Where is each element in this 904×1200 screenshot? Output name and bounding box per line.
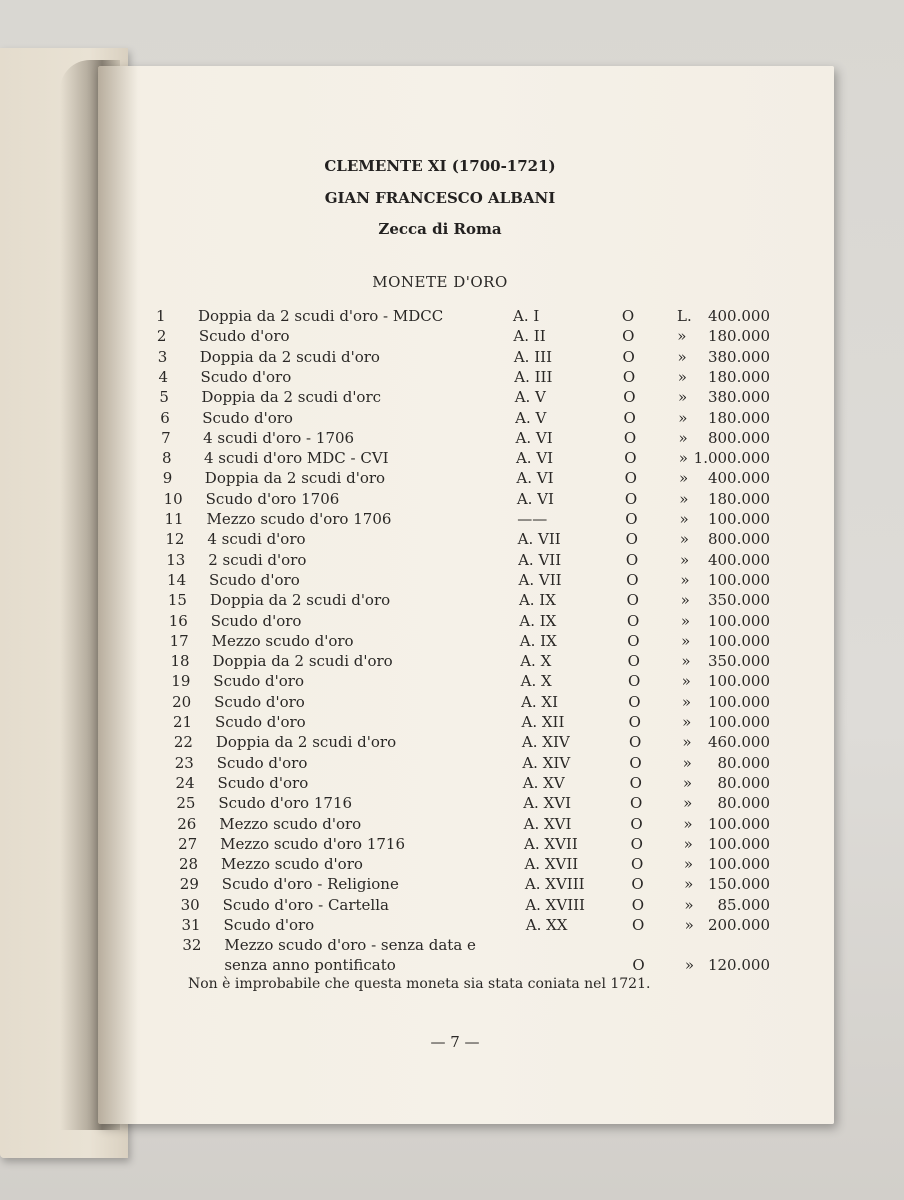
- row-price: 200.000: [707, 916, 770, 934]
- row-year: A. III: [514, 367, 553, 386]
- row-price: 400.000: [707, 469, 770, 488]
- row-currency: »: [680, 591, 690, 610]
- row-grade: O: [626, 591, 639, 610]
- row-grade: O: [631, 895, 645, 914]
- row-year: ——: [517, 510, 548, 528]
- row-number: 5: [159, 388, 169, 407]
- row-grade: O: [624, 469, 637, 488]
- row-grade: O: [627, 652, 640, 671]
- row-currency: »: [684, 875, 694, 894]
- row-grade: O: [623, 428, 637, 447]
- row-description: 4 scudi d'oro - 1706: [203, 428, 355, 447]
- row-year: A. I: [513, 307, 540, 325]
- row-price: 400.000: [707, 550, 770, 569]
- row-description: Mezzo scudo d'oro - senza data e: [224, 936, 476, 955]
- row-grade: O: [627, 631, 640, 650]
- row-grade: O: [630, 794, 643, 813]
- row-number: 19: [171, 672, 191, 691]
- row-currency: »: [683, 794, 693, 813]
- row-number: 28: [178, 855, 199, 874]
- row-description: Scudo d'oro: [215, 713, 306, 731]
- row-year: A. X: [520, 672, 552, 691]
- row-number: 13: [166, 550, 186, 569]
- row-number: 4: [158, 367, 169, 386]
- row-description: Scudo d'oro: [214, 692, 305, 711]
- row-description: Mezzo scudo d'oro 1716: [220, 834, 405, 853]
- row-grade: O: [623, 388, 636, 407]
- row-currency: »: [677, 327, 687, 346]
- row-description: 2 scudi d'oro: [208, 550, 307, 569]
- row-description: 4 scudi d'oro: [207, 530, 306, 549]
- row-grade: O: [624, 449, 637, 468]
- row-grade: O: [632, 916, 645, 934]
- row-currency: »: [684, 895, 694, 914]
- row-currency: »: [680, 611, 690, 630]
- row-number: 26: [177, 814, 197, 833]
- row-price: 100.000: [707, 834, 770, 853]
- row-year: A. VI: [516, 489, 554, 508]
- row-grade: O: [624, 489, 638, 508]
- row-currency: »: [677, 367, 687, 386]
- row-description: Scudo d'oro - Religione: [221, 875, 399, 894]
- row-number: 10: [163, 489, 183, 508]
- row-number: 6: [160, 408, 170, 427]
- row-currency: »: [678, 449, 688, 468]
- row-year: A. XI: [521, 692, 559, 711]
- row-currency: »: [680, 550, 690, 569]
- row-description: Doppia da 2 scudi d'oro: [199, 347, 380, 366]
- row-currency: »: [681, 692, 692, 711]
- row-currency: »: [679, 510, 689, 528]
- row-description: Doppia da 2 scudi d'oro: [212, 652, 393, 671]
- row-grade: O: [632, 956, 645, 975]
- row-price: 100.000: [707, 611, 770, 630]
- row-price: 380.000: [707, 347, 770, 366]
- row-grade: O: [629, 773, 642, 792]
- row-price: 800.000: [707, 530, 770, 549]
- row-grade: O: [622, 347, 635, 366]
- row-description: Scudo d'oro: [210, 611, 302, 630]
- row-description: Scudo d'oro: [213, 672, 304, 691]
- row-number: 2: [156, 327, 167, 346]
- row-price: 350.000: [707, 591, 770, 610]
- row-description-continuation: senza anno pontificato: [224, 956, 396, 975]
- row-number: 23: [174, 753, 194, 772]
- row-description: Doppia da 2 scudi d'oro: [204, 469, 386, 488]
- row-currency: »: [678, 388, 688, 407]
- row-grade: O: [623, 408, 636, 427]
- row-number: 29: [179, 875, 199, 894]
- row-number: 8: [161, 449, 172, 468]
- row-price: 85.000: [717, 895, 770, 914]
- row-year: A. V: [514, 388, 546, 407]
- page-subtitle: GIAN FRANCESCO ALBANI: [324, 189, 556, 207]
- row-currency: »: [677, 347, 687, 366]
- row-year: A. II: [513, 327, 546, 346]
- row-price: 350.000: [707, 652, 770, 671]
- row-price: 80.000: [717, 753, 770, 772]
- row-price: 150.000: [707, 875, 770, 894]
- row-price: 800.000: [707, 428, 770, 447]
- row-grade: O: [628, 692, 641, 711]
- row-price: 460.000: [707, 733, 770, 752]
- row-year: A. XII: [521, 713, 565, 731]
- row-year: A. IX: [518, 591, 556, 610]
- row-currency: »: [678, 408, 688, 427]
- row-grade: O: [625, 550, 639, 569]
- row-currency: »: [681, 672, 691, 691]
- row-grade: O: [629, 753, 642, 772]
- row-currency: »: [679, 469, 689, 488]
- row-number: 32: [182, 936, 202, 955]
- row-description: Doppia da 2 scudi d'orc: [201, 388, 382, 407]
- row-number: 11: [164, 510, 184, 528]
- row-year: A. IX: [519, 611, 557, 630]
- row-price: 380.000: [707, 388, 770, 407]
- row-description: Scudo d'oro: [198, 327, 290, 346]
- page-number: — 7 —: [430, 1033, 480, 1051]
- row-currency: »: [682, 753, 692, 772]
- row-price: 100.000: [707, 672, 770, 691]
- row-price: 180.000: [707, 367, 770, 386]
- row-grade: O: [630, 814, 643, 833]
- row-grade: O: [630, 834, 643, 853]
- row-grade: O: [621, 307, 635, 325]
- footnote: Non è improbabile che questa moneta sia stata coniata nel 1721.: [188, 976, 651, 992]
- row-currency: »: [683, 834, 693, 853]
- row-number: 25: [176, 794, 196, 813]
- row-price: 100.000: [707, 692, 770, 711]
- row-price: 100.000: [707, 570, 770, 589]
- row-year: A. XVI: [523, 814, 572, 833]
- row-year: A. XVIII: [525, 895, 585, 914]
- row-number: 27: [178, 834, 198, 853]
- row-year: A. XVI: [523, 794, 571, 813]
- row-number: 12: [165, 530, 185, 549]
- row-description: Mezzo scudo d'oro: [220, 855, 363, 874]
- row-year: A. VI: [516, 469, 554, 488]
- row-year: A. XIV: [521, 733, 570, 752]
- row-currency: »: [681, 652, 691, 671]
- row-grade: O: [626, 570, 639, 589]
- row-year: A. XX: [525, 916, 568, 934]
- row-currency: »: [682, 733, 692, 752]
- row-price: 120.000: [707, 956, 770, 975]
- row-grade: O: [622, 327, 635, 346]
- row-description: Mezzo scudo d'oro: [211, 631, 354, 650]
- row-grade: O: [628, 733, 642, 752]
- row-description: Scudo d'oro - Cartella: [222, 895, 389, 914]
- row-currency: »: [684, 956, 695, 975]
- row-currency: »: [679, 489, 689, 508]
- row-number: 18: [170, 652, 190, 671]
- row-number: 3: [157, 347, 168, 366]
- row-number: 20: [172, 692, 192, 711]
- row-description: Scudo d'oro: [200, 367, 292, 386]
- row-description: 4 scudi d'oro MDC - CVI: [203, 449, 389, 468]
- row-price: 100.000: [707, 631, 770, 650]
- row-currency: »: [684, 916, 694, 934]
- section-title: MONETE D'ORO: [372, 273, 508, 291]
- row-year: A. XIV: [522, 753, 571, 772]
- row-price: 100.000: [707, 713, 770, 731]
- row-number: 7: [161, 428, 171, 447]
- row-description: Scudo d'oro: [202, 408, 293, 427]
- row-description: Scudo d'oro 1716: [218, 794, 353, 813]
- row-year: A. IX: [519, 631, 557, 650]
- row-number: 24: [175, 773, 195, 792]
- row-description: Mezzo scudo d'oro: [219, 814, 362, 833]
- page-gutter-shade: [98, 66, 138, 1124]
- row-currency: »: [680, 570, 690, 589]
- row-price: 80.000: [717, 794, 770, 813]
- row-description: Mezzo scudo d'oro 1706: [206, 510, 392, 528]
- row-description: Scudo d'oro: [217, 773, 309, 792]
- row-description: Scudo d'oro: [209, 570, 300, 589]
- row-year: A. V: [515, 408, 547, 427]
- row-number: 22: [173, 733, 193, 752]
- mint-heading: Zecca di Roma: [378, 220, 502, 238]
- row-year: A. VI: [515, 449, 554, 468]
- row-description: Doppia da 2 scudi d'oro: [215, 733, 397, 752]
- row-currency: »: [682, 773, 693, 792]
- row-currency: »: [679, 530, 689, 549]
- row-grade: O: [625, 530, 638, 549]
- row-number: 17: [169, 631, 189, 650]
- row-currency: »: [683, 814, 693, 833]
- page-title: CLEMENTE XI (1700-1721): [324, 157, 556, 175]
- row-price: 80.000: [717, 773, 770, 792]
- row-number: 1: [156, 307, 166, 325]
- row-number: 16: [168, 611, 188, 630]
- row-grade: O: [627, 672, 641, 691]
- row-currency: L.: [677, 307, 692, 325]
- row-grade: O: [622, 367, 636, 386]
- row-number: 31: [181, 916, 201, 934]
- row-number: 9: [162, 469, 173, 488]
- row-year: A. XV: [522, 773, 565, 792]
- row-price: 100.000: [707, 814, 770, 833]
- row-grade: O: [631, 875, 644, 894]
- row-year: A. III: [513, 347, 552, 366]
- row-number: 15: [167, 591, 187, 610]
- row-currency: »: [682, 713, 692, 731]
- row-year: A. X: [520, 652, 552, 671]
- row-price: 180.000: [707, 327, 770, 346]
- row-grade: O: [628, 713, 641, 731]
- row-number: 30: [180, 895, 200, 914]
- row-description: Scudo d'oro: [216, 753, 308, 772]
- row-year: A. XVII: [524, 834, 578, 853]
- row-price: 180.000: [707, 489, 770, 508]
- row-grade: O: [631, 855, 644, 874]
- row-price: 400.000: [707, 307, 770, 325]
- row-year: A. VII: [518, 550, 562, 569]
- row-grade: O: [626, 611, 640, 630]
- row-description: Scudo d'oro: [223, 916, 315, 934]
- row-price: 1.000.000: [693, 449, 770, 468]
- row-year: A. VII: [518, 570, 562, 589]
- row-currency: »: [678, 428, 688, 447]
- row-description: Scudo d'oro 1706: [205, 489, 340, 508]
- row-currency: »: [683, 855, 694, 874]
- row-year: A. XVIII: [524, 875, 585, 894]
- row-description: Doppia da 2 scudi d'oro: [209, 591, 391, 610]
- row-number: 14: [167, 570, 187, 589]
- row-price: 100.000: [707, 510, 770, 528]
- row-grade: O: [625, 510, 638, 528]
- row-number: 21: [173, 713, 193, 731]
- row-year: A. VII: [517, 530, 561, 549]
- row-description: Doppia da 2 scudi d'oro - MDCC: [198, 307, 444, 325]
- row-year: A. VI: [515, 428, 553, 447]
- row-currency: »: [681, 631, 691, 650]
- row-price: 100.000: [707, 855, 770, 874]
- row-year: A. XVII: [524, 855, 579, 874]
- row-price: 180.000: [707, 408, 770, 427]
